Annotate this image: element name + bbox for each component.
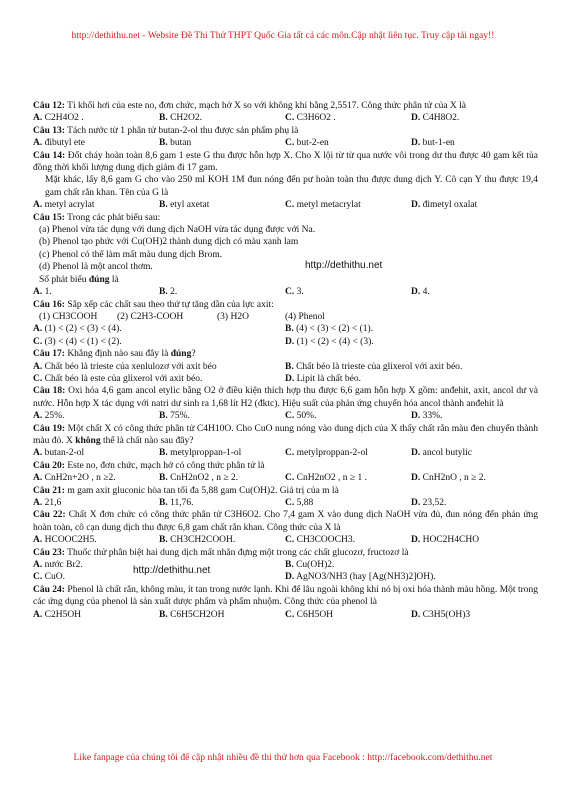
options-16-row2: C. (3) < (4) < (1) < (2). D. (1) < (2) < (4) < (3). [33, 336, 374, 347]
options-19: A. butan-2-ol B. metylproppan-1-ol C. metylproppan-2-ol D. ancol butylic [33, 448, 472, 459]
question-13: Câu 13: Tách nước từ 1 phân tử butan-2-ol thu được sản phẩm phụ là [33, 125, 299, 136]
options-14: A. metyl acrylat B. etyl axetat C. metyl metacrylat D. đimetyl oxalat [33, 200, 478, 211]
options-20: A. CnH2n+2O , n ≥2. B. CnH2nO2 , n ≥ 2. C. CnH2nO2 , n ≥ 1 . D. CnH2nO , n ≥ 2. [33, 473, 486, 484]
options-21: A. 21,6 B. 11,76. C. 5,88 D. 23,52. [33, 498, 447, 508]
statement-c: (c) Phenol có thể làm mất màu dung dịch Brom. [39, 249, 223, 260]
options-16-row1: A. (1) < (2) < (3) < (4). B. (4) < (3) < (2) < (1). [33, 324, 374, 335]
question-12: Câu 12: Tỉ khối hơi của este no, đơn chức, mạch hở X so với không khí bằng 2,5517. Công thức phân tử của X là [33, 101, 467, 111]
question-14-part2: Mặt khác, lấy 8,6 gam G cho vào 250 ml KOH 1M đun nóng đến pư hoàn toàn thu được dung dịch Y. Cô cạn Y thu được 19,4 gam chất rắn khan. Tên của G là [45, 175, 538, 198]
compounds-16: (1) CH3COOH (2) C2H3-COOH (3) H2O (4) Phenol [39, 311, 325, 322]
options-13: A. đibutyl ete B. butan C. but-2-en D. but-1-en [33, 138, 455, 149]
page-header: http://dethithu.net - Website Đề Thi Thử THPT Quốc Gia tất cả các môn.Cập nhật liên tục. Truy cập tải ngay!! [71, 30, 495, 41]
options-17-row2: C. Chất béo là este của glixerol với axit béo. D. Lipit là chất béo. [33, 373, 361, 384]
question-16: Câu 16: Sắp xếp các chất sau theo thứ tự tăng dần của lực axit: [33, 299, 274, 310]
statement-a: (a) Phenol vừa tác dụng với dung dịch NaOH vừa tác dụng được với Na. [39, 225, 316, 236]
statement-d: (d) Phenol là một ancol thơm. http://dethithu.net [39, 260, 383, 273]
question-20: Câu 20: Este no, đơn chức, mạch hở có công thức phân tử là [33, 460, 265, 471]
options-23-row2: C. CuO. D. AgNO3/NH3 (hay [Ag(NH3)2]OH). [33, 572, 436, 583]
question-17: Câu 17: Khẳng định nào sau đây là đúng? [33, 349, 196, 360]
options-12: A. C2H4O2 . B. CH2O2. C. C3H6O2 . D. C4H8O2. [33, 113, 460, 124]
options-24: A. C2H5OH B. C6H5CH2OH C. C6H5OH D. C3H5(OH)3 [33, 609, 471, 620]
watermark-text-2: http://dethithu.net [133, 565, 211, 577]
options-15: A. 1. B. 2. C. 3. D. 4. [33, 287, 430, 298]
question-19: Câu 19: Một chất X có công thức phân tử C4H10O. Cho CuO nung nóng vào dung dịch của X thấy chất rắn màu đen chuyển thành màu đỏ. X không thể là chất nào sau đây? [33, 423, 539, 446]
question-14: Câu 14: Đốt cháy hoàn toàn 8,6 gam 1 este G thu được hỗn hợp X. Cho X lội từ từ qua nước vôi trong dư thu được 40 gam kết tủa đồng thời khối lượng dung dịch giảm đi 17 gam. [33, 150, 538, 174]
question-21: Câu 21: m gam axit gluconic hòa tan tối đa 5,88 gam Cu(OH)2. Giá trị của m là [33, 485, 339, 496]
question-22: Câu 22: Chất X đơn chức có công thức phân tử C3H6O2. Cho 7,4 gam X vào dung dịch NaOH vừa đủ, đun nóng đến phản ứng hoàn toàn, cô cạn dung dịch thu được 6,8 gam chất rắn khan. Công thức của X là [33, 510, 539, 533]
options-23-row1: A. nước Br2. B. Cu(OH)2. http://dethithu.net [33, 560, 335, 577]
question-15: Câu 15: Trong các phát biểu sau: [33, 212, 161, 223]
question-list [33, 100, 538, 621]
count-prompt: Số phát biểu đúng là [39, 274, 119, 285]
question-23: Câu 23: Thuốc thử phân biệt hai dung dịch mất nhãn đựng một trong các chất glucozơ, fructozơ là [33, 547, 409, 558]
statement-b: (b) Phenol tạo phức với Cu(OH)2 thành dung dịch có màu xanh lam [39, 237, 299, 248]
options-18: A. 25%. B. 75%. C. 50%. D. 33%. [33, 411, 443, 422]
page-footer: Like fanpage của chúng tôi để cập nhật nhiều đề thi thử hơn qua Facebook : http://facebook.com/dethithu.net [73, 752, 493, 763]
watermark-text: http://dethithu.net [305, 260, 383, 272]
options-22: A. HCOOC2H5. B. CH3CH2COOH. C. CH3COOCH3. D. HOC2H4CHO [33, 535, 480, 546]
question-24: Câu 24: Phenol là chất rắn, không màu, ít tan trong nước lạnh. Khi để lâu ngoài không khí nó bị oxi hóa thành màu hồng. Một trong các ứng dụng của phenol là sản xuất dược phẩm và phẩm nhuộm. Công thức của phenol là [33, 584, 539, 608]
question-18: Câu 18: Oxi hóa 4,6 gam ancol etylic bằng O2 ở điều kiện thích hợp thu được 6,6 gam hỗn hợp X gồm: anđehit, axit, ancol dư và nước. Hỗn hợp X tác dụng với natri dư sinh ra 1,68 lít H2 (đktc). Hiệu suất của phản ứng chuyển hóa ancol thành anđehit là [33, 386, 539, 409]
options-17-row1: A. Chất béo là trieste của xenlulozơ với axit béo B. Chất béo là trieste của glixerol với axit béo. [33, 361, 463, 372]
